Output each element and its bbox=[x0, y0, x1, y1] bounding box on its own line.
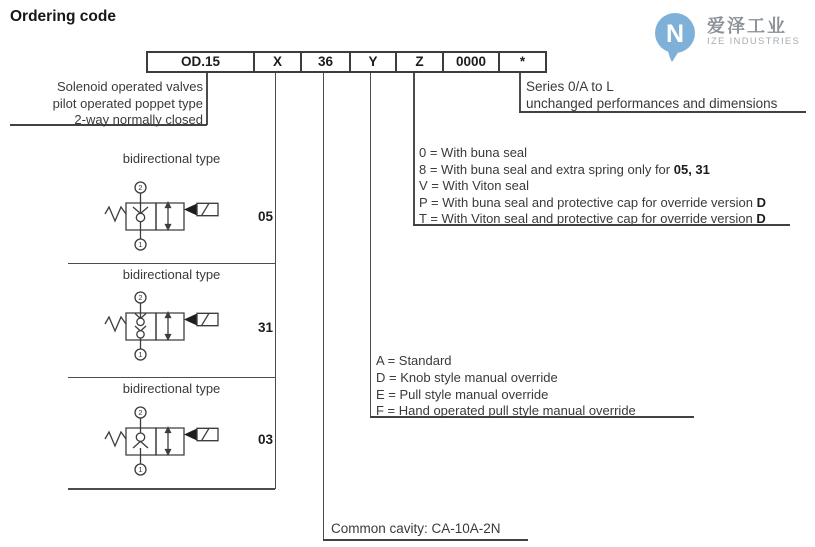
logo-letter: N bbox=[665, 20, 685, 48]
port-label: 1 bbox=[138, 350, 143, 359]
product-note-line: pilot operated poppet type bbox=[52, 95, 203, 111]
flow-arrow-icon bbox=[166, 203, 171, 230]
check-valve-icon bbox=[133, 428, 148, 455]
underline-cavity-note bbox=[323, 539, 528, 541]
product-note bbox=[10, 79, 203, 129]
divider-valve-bottom bbox=[68, 488, 275, 490]
product-note-line: 2-way normally closed bbox=[74, 112, 203, 127]
series-note bbox=[526, 79, 777, 112]
logo-name-en: IZE INDUSTRIES bbox=[707, 36, 801, 47]
valve-symbol-31 bbox=[100, 290, 230, 362]
logo-name-cn: 爱泽工业 bbox=[707, 16, 787, 36]
product-note-line: Solenoid operated valves bbox=[57, 79, 203, 94]
company-logo bbox=[653, 11, 800, 63]
port-label: 1 bbox=[138, 465, 143, 474]
connector-model-note bbox=[206, 73, 208, 125]
series-note-line: unchanged performances and dimensions bbox=[526, 95, 778, 111]
connector-star-to-series bbox=[519, 73, 521, 112]
divider-valve-1-2 bbox=[68, 263, 275, 265]
seal-option: T = With Viton seal and protective cap for override version D bbox=[419, 211, 766, 226]
double-check-valve-icon bbox=[135, 313, 146, 340]
seal-option: 8 = With buna seal and extra spring only for 05, 31 bbox=[419, 161, 710, 177]
valve-symbol-05 bbox=[100, 180, 230, 252]
solenoid-icon bbox=[184, 203, 218, 215]
divider-valve-2-3 bbox=[68, 377, 275, 379]
spring-icon bbox=[105, 207, 126, 221]
port-label: 2 bbox=[138, 293, 143, 302]
check-valve-icon bbox=[133, 203, 148, 230]
connector-z-to-seal bbox=[413, 73, 415, 225]
solenoid-icon bbox=[184, 428, 218, 440]
valve-type-code: 31 bbox=[257, 320, 273, 335]
cavity-note: Common cavity: CA-10A-2N bbox=[331, 521, 501, 536]
code-cell-z: Z bbox=[396, 52, 443, 72]
spring-icon bbox=[105, 432, 126, 446]
valve-type-code: 03 bbox=[257, 432, 273, 447]
code-cell-y: Y bbox=[350, 52, 396, 72]
seal-option: 0 = With buna seal bbox=[419, 145, 528, 160]
logo-mark-icon bbox=[653, 11, 699, 63]
logo-text bbox=[707, 11, 800, 48]
valve-section-title: bidirectional type bbox=[122, 267, 221, 282]
override-options-list bbox=[376, 353, 636, 420]
seal-option: V = With Viton seal bbox=[419, 178, 529, 193]
flow-arrow-icon bbox=[166, 313, 171, 340]
connector-36-to-cavity bbox=[323, 73, 325, 541]
valve-section-title: bidirectional type bbox=[122, 151, 221, 166]
valve-symbol-03 bbox=[100, 405, 230, 477]
page-title: Ordering code bbox=[10, 8, 116, 25]
override-option: E = Pull style manual override bbox=[376, 386, 549, 402]
valve-section-title: bidirectional type bbox=[122, 381, 221, 396]
port-label: 2 bbox=[138, 408, 143, 417]
seal-options-list bbox=[419, 145, 766, 228]
flow-arrow-icon bbox=[166, 428, 171, 455]
ordering-code-table bbox=[146, 51, 547, 73]
code-cell-0000: 0000 bbox=[443, 52, 499, 72]
override-option: A = Standard bbox=[376, 353, 452, 368]
valve-type-code: 05 bbox=[257, 209, 273, 224]
code-cell-36: 36 bbox=[301, 52, 350, 72]
spring-icon bbox=[105, 317, 126, 331]
solenoid-icon bbox=[184, 313, 218, 325]
series-note-line: Series 0/A to L bbox=[526, 79, 614, 94]
code-cell-x: X bbox=[254, 52, 301, 72]
override-option: F = Hand operated pull style manual override bbox=[376, 403, 636, 419]
seal-option: P = With buna seal and protective cap for override version D bbox=[419, 194, 766, 210]
code-cell-star: * bbox=[499, 52, 546, 72]
port-label: 1 bbox=[138, 240, 143, 249]
code-cell-model: OD.15 bbox=[147, 52, 254, 72]
port-label: 2 bbox=[138, 183, 143, 192]
connector-y-to-override bbox=[370, 73, 372, 417]
override-option: D = Knob style manual override bbox=[376, 369, 558, 385]
